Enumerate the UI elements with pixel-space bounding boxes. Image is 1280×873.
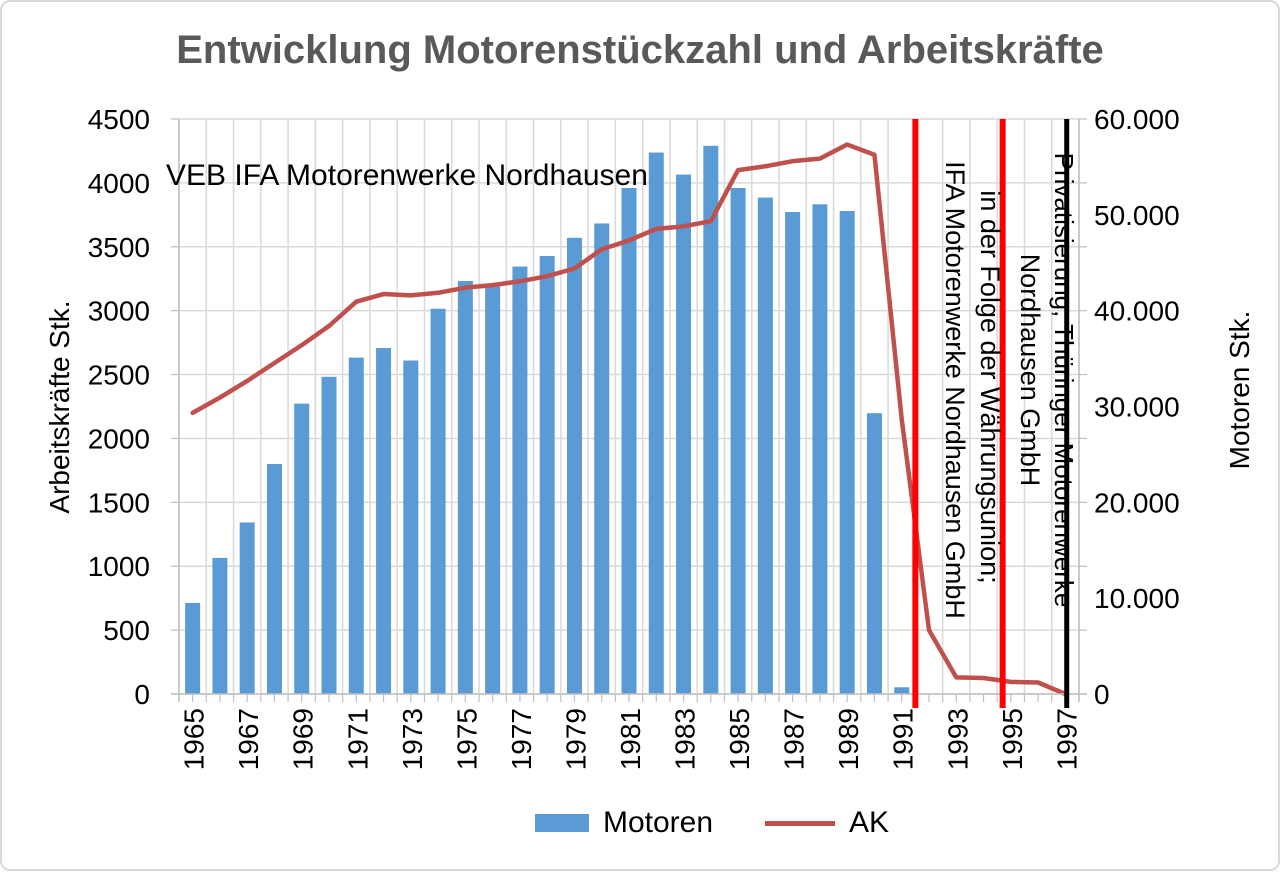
bar-1982 xyxy=(649,153,664,694)
legend-swatch-motoren-icon xyxy=(535,814,589,832)
legend-swatch-ak-icon xyxy=(765,821,835,826)
legend-label-motoren: Motoren xyxy=(602,806,714,839)
x-tick-label-1981: 1981 xyxy=(615,708,646,771)
bar-1986 xyxy=(758,198,773,694)
bar-1981 xyxy=(622,188,637,694)
left-tick-label-1500: 1500 xyxy=(87,487,150,519)
right-tick-label-50.000: 50.000 xyxy=(1094,199,1180,231)
bar-1972 xyxy=(376,348,391,694)
bar-1984 xyxy=(703,146,718,694)
bar-1971 xyxy=(349,358,364,694)
right-tick-label-20.000: 20.000 xyxy=(1094,487,1180,519)
left-tick-label-500: 500 xyxy=(103,615,150,647)
bar-1991 xyxy=(894,687,909,694)
bar-1987 xyxy=(785,212,800,694)
legend xyxy=(146,806,1278,840)
bar-1990 xyxy=(867,413,882,694)
bar-1976 xyxy=(485,286,500,694)
bar-1975 xyxy=(458,281,473,694)
legend-item-motoren xyxy=(535,806,713,840)
left-tick-label-0: 0 xyxy=(134,679,150,710)
x-tick-label-1965: 1965 xyxy=(178,708,210,771)
x-tick-label-1987: 1987 xyxy=(778,708,810,771)
bar-1989 xyxy=(840,211,855,694)
bar-1980 xyxy=(594,223,609,694)
x-tick-label-1983: 1983 xyxy=(669,708,701,771)
era-priv-line1-label: Privatisierung; Thüringer Motorenwerke xyxy=(1049,152,1079,608)
x-tick-label-1967: 1967 xyxy=(233,708,265,771)
right-tick-label-0: 0 xyxy=(1094,679,1110,710)
left-axis-title: Arbeitskräfte Stk. xyxy=(44,300,75,514)
left-tick-label-4000: 4000 xyxy=(87,167,150,199)
left-tick-label-3000: 3000 xyxy=(87,295,150,327)
bar-1983 xyxy=(676,175,691,694)
left-tick-label-1000: 1000 xyxy=(87,551,150,583)
bar-1966 xyxy=(212,558,227,694)
x-tick-label-1979: 1979 xyxy=(560,708,592,771)
bar-1968 xyxy=(267,464,282,694)
left-tick-label-2000: 2000 xyxy=(87,423,150,455)
era-priv-line2-label: Nordhausen GmbH xyxy=(1015,253,1045,487)
era-gmbh-line1-label: in der Folge der Währungsunion; xyxy=(975,190,1005,584)
left-tick-label-3500: 3500 xyxy=(87,231,150,263)
x-tick-label-1997: 1997 xyxy=(1051,708,1083,771)
chart-title: Entwicklung Motorenstückzahl und Arbeitskräfte xyxy=(176,28,1104,72)
legend-label-ak: AK xyxy=(849,806,890,839)
x-tick-label-1989: 1989 xyxy=(833,708,865,771)
bar-1979 xyxy=(567,238,582,694)
right-tick-label-10.000: 10.000 xyxy=(1094,583,1180,615)
bar-1969 xyxy=(294,404,309,694)
era-gmbh-line2-label: IFA Motorenwerke Nordhausen GmbH xyxy=(940,161,970,619)
x-tick-label-1973: 1973 xyxy=(396,708,428,771)
bar-1988 xyxy=(812,204,827,694)
bar-1974 xyxy=(431,309,446,694)
left-tick-label-2500: 2500 xyxy=(87,359,150,391)
x-tick-label-1993: 1993 xyxy=(942,708,974,771)
bar-1977 xyxy=(512,267,527,694)
right-tick-label-40.000: 40.000 xyxy=(1094,295,1180,327)
bar-1965 xyxy=(185,603,200,694)
bar-1985 xyxy=(731,188,746,694)
x-tick-label-1975: 1975 xyxy=(451,708,483,771)
x-tick-label-1971: 1971 xyxy=(342,708,374,771)
legend-item-ak xyxy=(765,806,889,840)
x-tick-label-1985: 1985 xyxy=(724,708,756,771)
x-tick-label-1969: 1969 xyxy=(287,708,319,771)
era-veb-label: VEB IFA Motorenwerke Nordhausen xyxy=(166,159,648,192)
bar-1973 xyxy=(403,361,418,695)
left-tick-label-4500: 4500 xyxy=(87,104,150,135)
right-tick-label-30.000: 30.000 xyxy=(1094,391,1180,423)
bar-1978 xyxy=(540,256,555,694)
right-tick-label-60.000: 60.000 xyxy=(1094,104,1180,135)
right-axis-title: Motoren Stk. xyxy=(1224,310,1255,470)
bar-1967 xyxy=(240,522,255,694)
x-tick-label-1991: 1991 xyxy=(887,708,919,771)
chart-canvas xyxy=(2,2,1280,873)
x-tick-label-1977: 1977 xyxy=(505,708,537,771)
bar-1970 xyxy=(322,377,337,694)
x-tick-label-1995: 1995 xyxy=(996,707,1028,771)
bars-group xyxy=(185,146,909,694)
